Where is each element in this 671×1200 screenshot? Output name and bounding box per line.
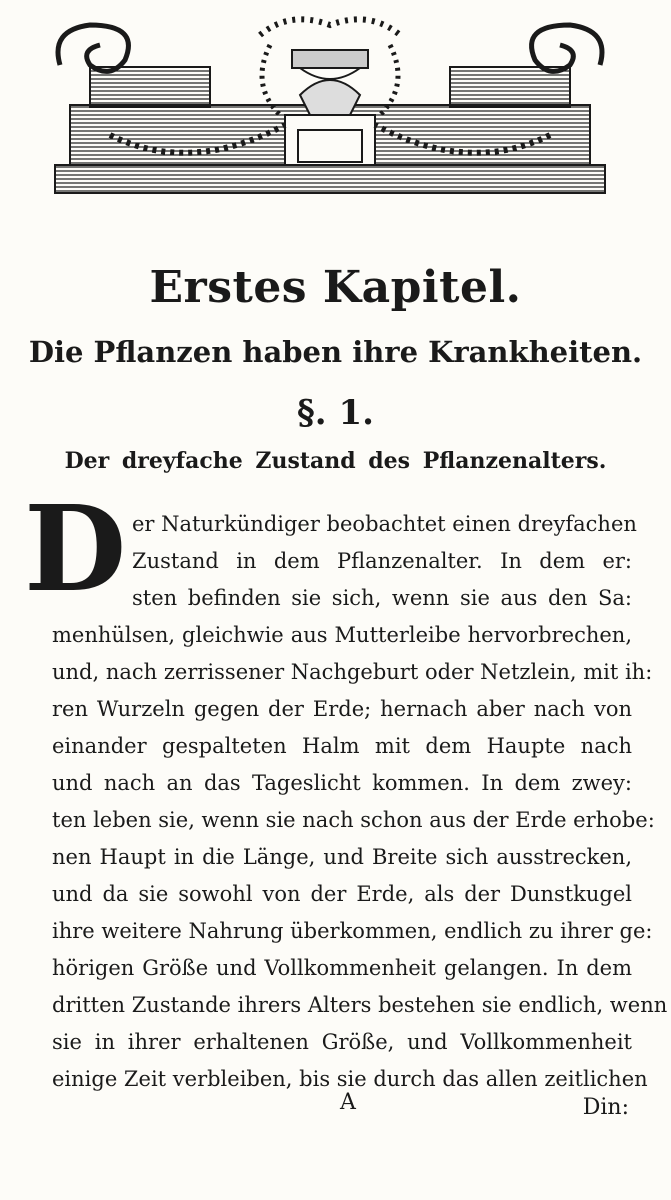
text-line: einige Zeit verbleiben, bis sie durch das allen zeitlichen bbox=[52, 1067, 648, 1091]
text-line: hörigen Größe und Vollkommenheit gelangen. In dem bbox=[52, 956, 632, 980]
catchword: Din: bbox=[582, 1095, 629, 1120]
text-line: menhülsen, gleichwie aus Mutterleibe hervorbrechen, bbox=[52, 623, 632, 647]
text-line: ten leben sie, wenn sie nach schon aus der Erde erhobe: bbox=[52, 808, 655, 832]
text-line: sten befinden sie sich, wenn sie aus den Sa: bbox=[132, 586, 632, 610]
text-line: und da sie sowohl von der Erde, als der Dunstkugel bbox=[52, 882, 632, 906]
section-number: §. 1. bbox=[297, 393, 374, 433]
text-line: nen Haupt in die Länge, und Breite sich ausstrecken, bbox=[52, 845, 632, 869]
text-line: dritten Zustande ihrers Alters bestehen sie endlich, wenn bbox=[52, 993, 668, 1017]
text-line: er Naturkündiger beobachtet einen dreyfachen bbox=[132, 512, 637, 536]
body-text bbox=[52, 506, 668, 1098]
text-line: einander gespalteten Halm mit dem Haupte nach bbox=[52, 734, 632, 758]
signature-mark: A bbox=[340, 1090, 356, 1115]
text-line: und, nach zerrissener Nachgeburt oder Netzlein, mit ih: bbox=[52, 660, 653, 684]
text-line: ren Wurzeln gegen der Erde; hernach aber nach von bbox=[52, 697, 632, 721]
chapter-subtitle: Die Pflanzen haben ihre Krankheiten. bbox=[28, 335, 643, 369]
drop-cap-initial: D bbox=[24, 479, 127, 618]
text-line: und nach an das Tageslicht kommen. In dem zwey: bbox=[52, 771, 632, 795]
headpiece-ornament bbox=[30, 5, 630, 200]
text-line: Zustand in dem Pflanzenalter. In dem er: bbox=[132, 549, 632, 573]
text-line: ihre weitere Nahrung überkommen, endlich zu ihrer ge: bbox=[52, 919, 653, 943]
text-line: sie in ihrer erhaltenen Größe, und Vollkommenheit bbox=[52, 1030, 632, 1054]
chapter-title: Erstes Kapitel. bbox=[149, 262, 522, 313]
section-title: Der dreyfache Zustand des Pflanzenalters. bbox=[64, 448, 607, 474]
